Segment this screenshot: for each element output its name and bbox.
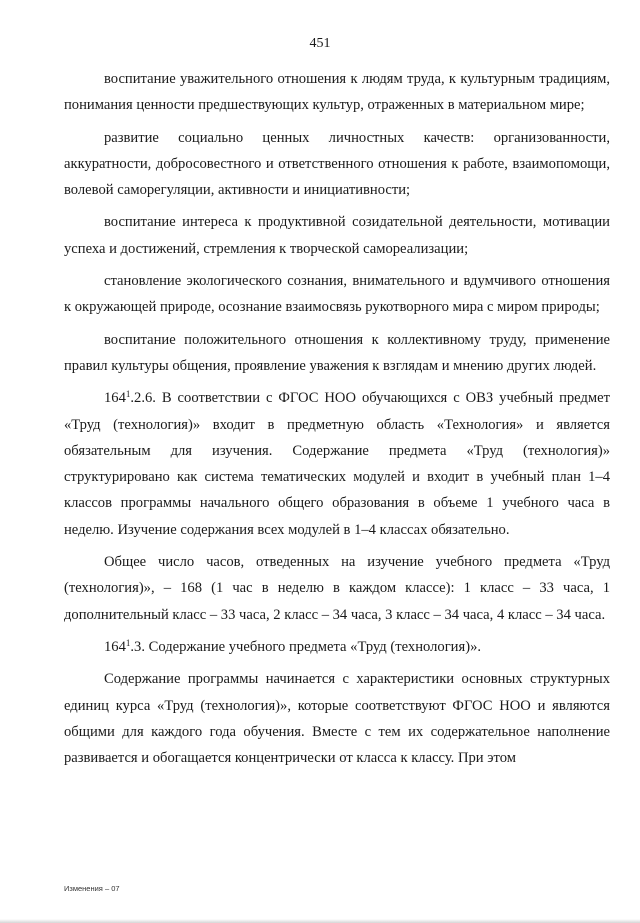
scan-edge (0, 919, 640, 923)
section-paragraph: $164^1.2.6$. В соответствии с ФГОС НОО обучающихся с ОВЗ учебный предмет «Труд (технология)» входит в предметную область «Технология» и является обязательным для изучения. Содержание предмета «Труд (технология)» структурировано как система тематических модулей и входит в учебный план 1–4 классов программы начального общего образования в объеме 1 учебного часа в неделю. Изучение содержания всех модулей в 1–4 классах обязательно. (64, 389, 610, 538)
paragraph: воспитание положительного отношения к коллективному труду, применение правил культуры общения, проявление уважения к взглядам и мнению других людей. (64, 331, 610, 374)
footer-note: Изменения – 07 (64, 884, 120, 893)
section-heading: $164^1.3$. Содержание учебного предмета «Труд (технология)». (104, 637, 482, 655)
page-number: 451 (309, 36, 331, 51)
section-number: 164 (104, 638, 126, 655)
body-text (64, 66, 610, 777)
section-superscript: 1 (125, 389, 131, 400)
section-superscript: 1 (125, 637, 131, 648)
paragraph: воспитание уважительного отношения к людям труда, к культурным традициям, понимания ценности предшествующих культур, отраженных в материальном мире; (64, 71, 610, 114)
paragraph: развитие социально ценных личностных качеств: организованности, аккуратности, добросовестного и ответственного отношения к работе, взаимопомощи, волевой саморегуляции, активности и инициативности; (64, 129, 610, 199)
paragraph: Общее число часов, отведенных на изучение учебного предмета «Труд (технология)», – 168 (1 час в неделю в каждом классе): 1 класс – 33 часа, 1 дополнительный класс – 33 часа, 2 класс – 34 часа, 3 класс – 34 часа, 4 класс – 34 часа. (64, 554, 610, 623)
paragraph: становление экологического сознания, внимательного и вдумчивого отношения к окружающей природе, осознание взаимосвязь рукотворного мира с миром природы; (64, 273, 610, 316)
paragraph: Содержание программы начинается с характеристики основных структурных единиц курса «Труд (технология)», которые соответствуют ФГОС НОО и являются общими для каждого года обучения. Вместе с тем их содержательное наполнение развивается и обогащается концентрически от класса к классу. При этом (64, 671, 610, 767)
paragraph: воспитание интереса к продуктивной созидательной деятельности, мотивации успеха и достижений, стремления к творческой самореализации; (64, 214, 610, 257)
section-number: 164 (104, 390, 126, 407)
